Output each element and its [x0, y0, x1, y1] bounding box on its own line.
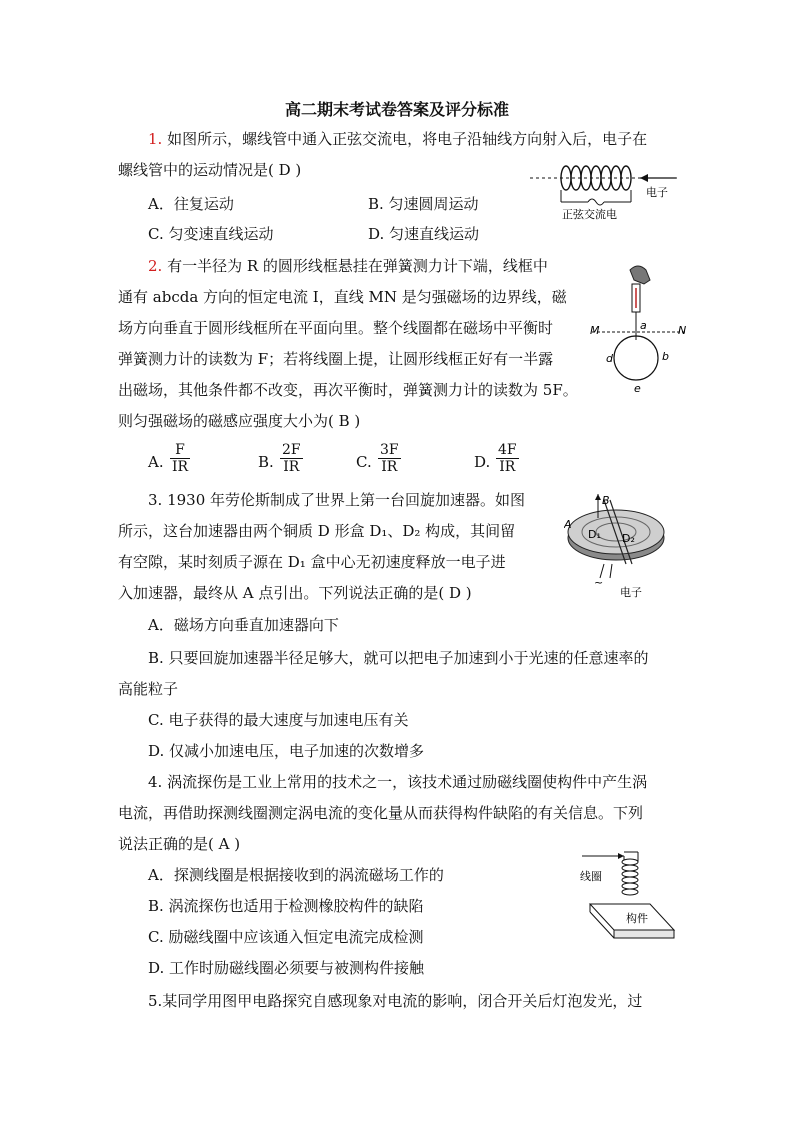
q2-line6: 则匀强磁场的磁感应强度大小为( B ) — [118, 412, 361, 430]
q2-fig-label-n: N — [678, 324, 687, 337]
q3-fig-label-b: B — [602, 494, 610, 507]
q1-number: 1. — [148, 130, 163, 148]
q2-fig-label-b: b — [662, 350, 669, 363]
q1-fig-electron-label: 电子 — [646, 186, 668, 199]
q2-fig-label-a: a — [640, 319, 647, 332]
q5-line1: 5.某同学用图甲电路探究自感现象对电流的影响，闭合开关后灯泡发光，过 — [148, 992, 643, 1010]
q1-option-c: C. 匀变速直线运动 — [148, 225, 274, 243]
q3-option-b-line2: 高能粒子 — [118, 680, 179, 698]
page-title: 高二期末考试卷答案及评分标准 — [284, 100, 509, 119]
q2-option-c-prefix: C. — [356, 453, 372, 471]
hand-icon — [630, 266, 650, 284]
q4-fig-part-label: 构件 — [626, 912, 648, 925]
q4-fig-coil-label: 线圈 — [580, 870, 602, 883]
q2-option-d-fraction: $\frac{4F}{IR}$ — [498, 442, 517, 475]
q2-number: 2. — [148, 257, 163, 275]
q4-option-a: A．探测线圈是根据接收到的涡流磁场工作的 — [148, 866, 444, 884]
q2-line1: 2. 有一半径为 R 的圆形线框悬挂在弹簧测力计下端，线框中 — [148, 257, 548, 275]
q4-eddy-current-figure — [578, 846, 678, 944]
q3-cyclotron-figure — [564, 494, 674, 600]
q2-option-a-prefix: A. — [148, 453, 164, 471]
q2-line4: 弹簧测力计的读数为 F；若将线圈上提，让圆形线框正好有一半露 — [118, 350, 554, 368]
q1-line2: 螺线管中的运动情况是( D ) — [118, 161, 302, 179]
q3-line3: 有空隙，某时刻质子源在 D₁ 盒中心无初速度释放一电子进 — [118, 553, 506, 571]
q3-option-d: D. 仅减小加速电压，电子加速的次数增多 — [148, 742, 425, 760]
q4-line2: 电流，再借助探测线圈测定涡电流的变化量从而获得构件缺陷的有关信息。下列 — [118, 804, 644, 822]
q1-solenoid-figure — [528, 158, 684, 222]
q1-option-d: D. 匀速直线运动 — [368, 225, 480, 243]
q2-line3: 场方向垂直于圆形线框所在平面向里。整个线圈都在磁场中平衡时 — [118, 319, 554, 337]
q3-line1: 3. 1930 年劳伦斯制成了世界上第一台回旋加速器。如图 — [148, 491, 526, 509]
q2-line5: 出磁场，其他条件都不改变，再次平衡时，弹簧测力计的读数为 5F。 — [118, 381, 578, 399]
q1-fig-ac-label: 正弦交流电 — [562, 208, 617, 221]
q2-option-b-fraction: $\frac{2F}{IR}$ — [282, 442, 301, 475]
q3-fig-label-electron: 电子 — [620, 586, 642, 599]
q3-fig-label-a: A — [564, 518, 572, 531]
q3-option-c: C. 电子获得的最大速度与加速电压有关 — [148, 711, 409, 729]
q3-fig-label-d1: D₁ — [588, 528, 601, 541]
q2-option-d-prefix: D. — [474, 453, 491, 471]
q2-option-a-fraction: $\frac{F}{IR}$ — [172, 442, 189, 475]
q4-option-d: D. 工作时励磁线圈必须要与被测构件接触 — [148, 959, 425, 977]
q2-fig-label-m: M — [590, 324, 600, 337]
q4-option-b: B. 涡流探伤也适用于检测橡胶构件的缺陷 — [148, 897, 424, 915]
q3-fig-label-d2: D₂ — [622, 532, 635, 545]
svg-text:~: ~ — [594, 576, 604, 589]
q3-option-b-line1: B. 只要回旋加速器半径足够大，就可以把电子加速到小于光速的任意速率的 — [148, 649, 649, 667]
q3-option-a: A．磁场方向垂直加速器向下 — [148, 616, 339, 634]
q2-line2: 通有 abcda 方向的恒定电流 I，直线 MN 是匀强磁场的边界线，磁 — [118, 288, 567, 306]
q2-option-b-prefix: B. — [258, 453, 274, 471]
q3-line4: 入加速器，最终从 A 点引出。下列说法正确的是( D ) — [118, 584, 472, 602]
q4-option-c: C. 励磁线圈中应该通入恒定电流完成检测 — [148, 928, 424, 946]
q2-option-c-fraction: $\frac{3F}{IR}$ — [380, 442, 399, 475]
q4-line3: 说法正确的是( A ) — [118, 835, 241, 853]
q1-option-a: A．往复运动 — [148, 195, 234, 213]
q2-loop-figure — [590, 262, 690, 402]
q1-option-b: B. 匀速圆周运动 — [368, 195, 479, 213]
q3-line2: 所示，这台加速器由两个铜质 D 形盒 D₁、D₂ 构成，其间留 — [118, 522, 516, 540]
q2-fig-label-e: e — [634, 382, 641, 395]
q4-line1: 4. 涡流探伤是工业上常用的技术之一，该技术通过励磁线圈使构件中产生涡 — [148, 773, 648, 791]
q2-fig-label-d: d — [606, 352, 613, 365]
q1-line1: 1. 如图所示，螺线管中通入正弦交流电，将电子沿轴线方向射入后，电子在 — [148, 130, 648, 148]
